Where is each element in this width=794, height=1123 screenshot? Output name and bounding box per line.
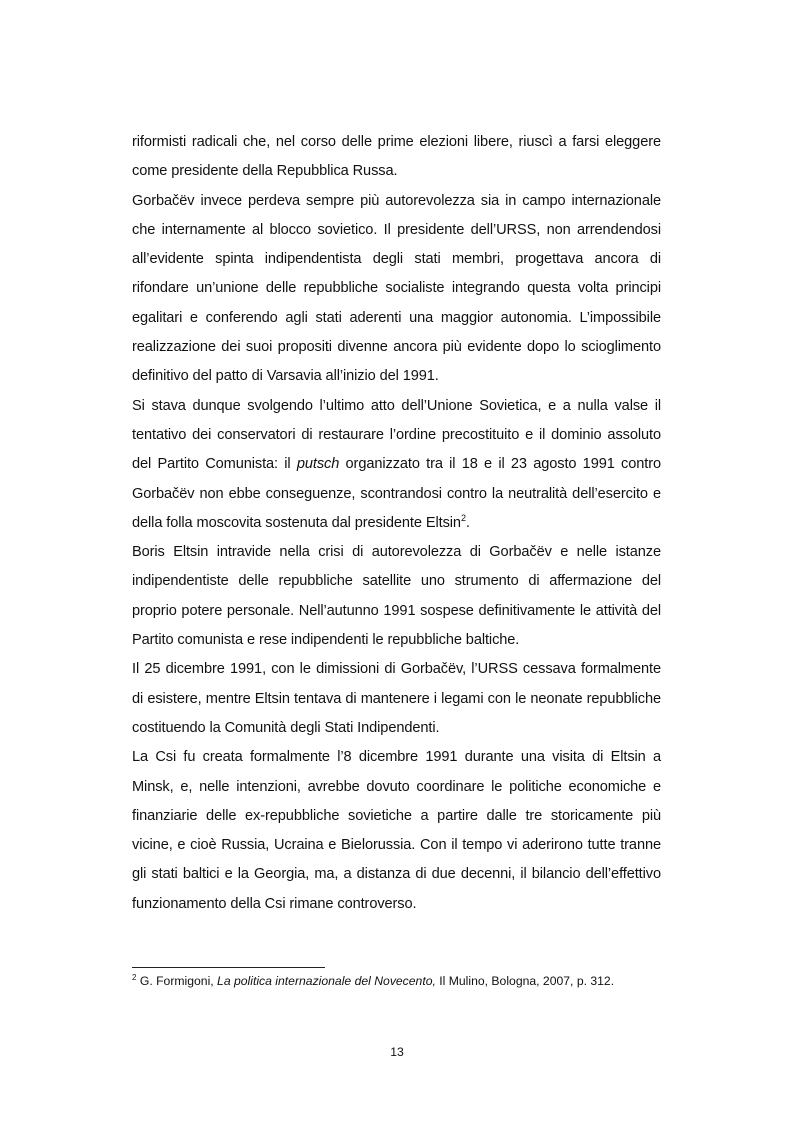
paragraph-text: . [465, 514, 470, 531]
footnote-separator [132, 967, 325, 968]
footnote-reference[interactable]: 2 [460, 513, 466, 523]
italic-term: putsch [296, 456, 340, 473]
paragraph-text: Il 25 dicembre 1991, con le dimissioni di Gorbačëv, l’URSS cessava formalmente di esistere, mentre Eltsin tentava di mantenere i legami con le neonate repubbliche costituendo la Comunità degli Stati Indipendenti. [132, 661, 661, 736]
footnote-author: G. Formigoni, [136, 974, 218, 988]
paragraph [132, 128, 661, 187]
paragraph [132, 392, 661, 538]
paragraph [132, 743, 661, 919]
paragraph-text: La Csi fu creata formalmente l’8 dicembre 1991 durante una visita di Eltsin a Minsk, e, nelle intenzioni, avrebbe dovuto coordinare le politiche economiche e finanziarie delle ex-repubbliche sovietiche a partire dalle tre storicamente più vicine, e cioè Russia, Ucraina e Bielorussia. Con il tempo vi aderirono tutte tranne gli stati baltici e la Georgia, ma, a distanza di due decenni, il bilancio dell’effettivo funzionamento della Csi rimane controverso. [132, 749, 661, 912]
paragraph-text: organizzato tra il 18 e il 23 agosto 1991 contro Gorbačëv non ebbe conseguenze, scontrandosi contro la neutralità dell’esercito e della folla moscovita sostenuta dal presidente Eltsin [132, 456, 661, 531]
footnote-number: 2 [132, 972, 137, 982]
page-number: 13 [390, 1045, 404, 1059]
footnote [132, 972, 692, 990]
body-text [132, 128, 661, 919]
paragraph-text: Gorbačëv invece perdeva sempre più autorevolezza sia in campo internazionale che internamente al blocco sovietico. Il presidente dell’URSS, non arrendendosi all’evidente spinta indipendentista degli stati membri, progettava ancora di rifondare un’unione delle repubbliche socialiste integrando questa volta principi egalitari e conferendo agli stati aderenti una maggior autonomia. L’impossibile realizzazione dei suoi propositi divenne ancora più evidente dopo lo scioglimento definitivo del patto di Varsavia all’inizio del 1991. [132, 192, 661, 385]
paragraph-text: riformisti radicali che, nel corso delle prime elezioni libere, riuscì a farsi eleggere come presidente della Repubblica Russa. [132, 134, 661, 180]
paragraph [132, 187, 661, 392]
paragraph-text: Boris Eltsin intravide nella crisi di autorevolezza di Gorbačëv e nelle istanze indipendentiste delle repubbliche satellite uno strumento di affermazione del proprio potere personale. Nell’autunno 1991 sospese definitivamente le attività del Partito comunista e rese indipendenti le repubbliche baltiche. [132, 544, 661, 649]
paragraph [132, 655, 661, 743]
footnote-citation: Il Mulino, Bologna, 2007, p. 312. [435, 974, 615, 988]
footnote-title: La politica internazionale del Novecento, [217, 974, 436, 988]
paragraph [132, 538, 661, 655]
paragraph-text: Si stava dunque svolgendo l’ultimo atto dell’Unione Sovietica, e a nulla valse il tentativo dei conservatori di restaurare l’ordine precostituito e il dominio assoluto del Partito Comunista: il [132, 397, 661, 473]
